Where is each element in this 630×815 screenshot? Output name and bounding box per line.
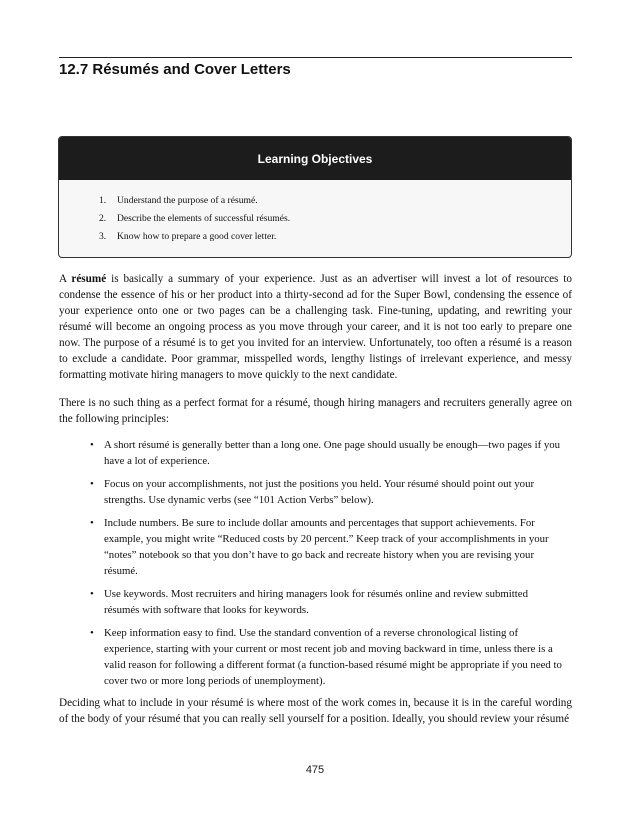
- objective-item: 2. Describe the elements of successful résumés.: [99, 213, 291, 224]
- page-number: 475: [305, 764, 325, 776]
- list-item: • Include numbers. Be sure to include dollar amounts and percentages that support achievements. For example, you might write “Reduced costs by 20 percent.” Keep track of your accomplishments in your “notes” notebook so that you don’t have to go back and recreate history when you are revising your résumé.: [90, 517, 549, 577]
- section-title: 12.7 Résumés and Cover Letters: [59, 61, 291, 78]
- learning-objectives-title: Learning Objectives: [59, 137, 571, 180]
- objectives-list: [99, 194, 290, 248]
- intro-paragraph: A résumé is basically a summary of your experience. Just as an advertiser will invest a lot of resources to condense the essence of his or her product into a thirty-second ad for the Super Bowl, condensing the essence of your experience onto one or two pages can be a challenging task. Fine-tuning, updating, and rewriting your résumé will become an ongoing process as you move through your career, and it is not too early to prepare one now. The purpose of a résumé is to get you invited for an interview. Unfortunately, too often a résumé is a reason to exclude a candidate. Poor grammar, misspelled words, lengthy listings of irrelevant experience, and messy formatting motivate hiring managers to move quickly to the next candidate.: [59, 273, 572, 381]
- closing-paragraph: Deciding what to include in your résumé is where most of the work comes in, because it is in the careful wording of the body of your résumé that you can really sell yourself for a position. Ideally, you should review your résumé: [59, 697, 572, 725]
- principles-intro-paragraph: There is no such thing as a perfect format for a résumé, though hiring managers and recruiters generally agree on the following principles:: [59, 397, 572, 425]
- list-item: • Keep information easy to find. Use the standard convention of a reverse chronological listing of experience, starting with your current or most recent job and moving backward in time, unless there is a valid reason for following a different format (a function-based résumé might be appropriate if you need to cover two or more long periods of unemployment).: [90, 627, 562, 687]
- objective-item: 1. Understand the purpose of a résumé.: [99, 195, 258, 206]
- learning-objectives-box: [58, 136, 572, 258]
- objective-item: 3. Know how to prepare a good cover letter.: [99, 231, 277, 242]
- top-rule: [59, 57, 572, 58]
- principles-list: [59, 437, 572, 696]
- list-item: • A short résumé is generally better than a long one. One page should usually be enough—two pages if you have a lot of experience.: [90, 439, 561, 467]
- list-item: • Use keywords. Most recruiters and hiring managers look for résumés online and review submitted résumés with software that looks for keywords.: [90, 588, 528, 616]
- resume-term: résumé: [71, 273, 107, 285]
- list-item: • Focus on your accomplishments, not just the positions you held. Your résumé should point out your strengths. Use dynamic verbs (see “101 Action Verbs” below).: [90, 478, 535, 506]
